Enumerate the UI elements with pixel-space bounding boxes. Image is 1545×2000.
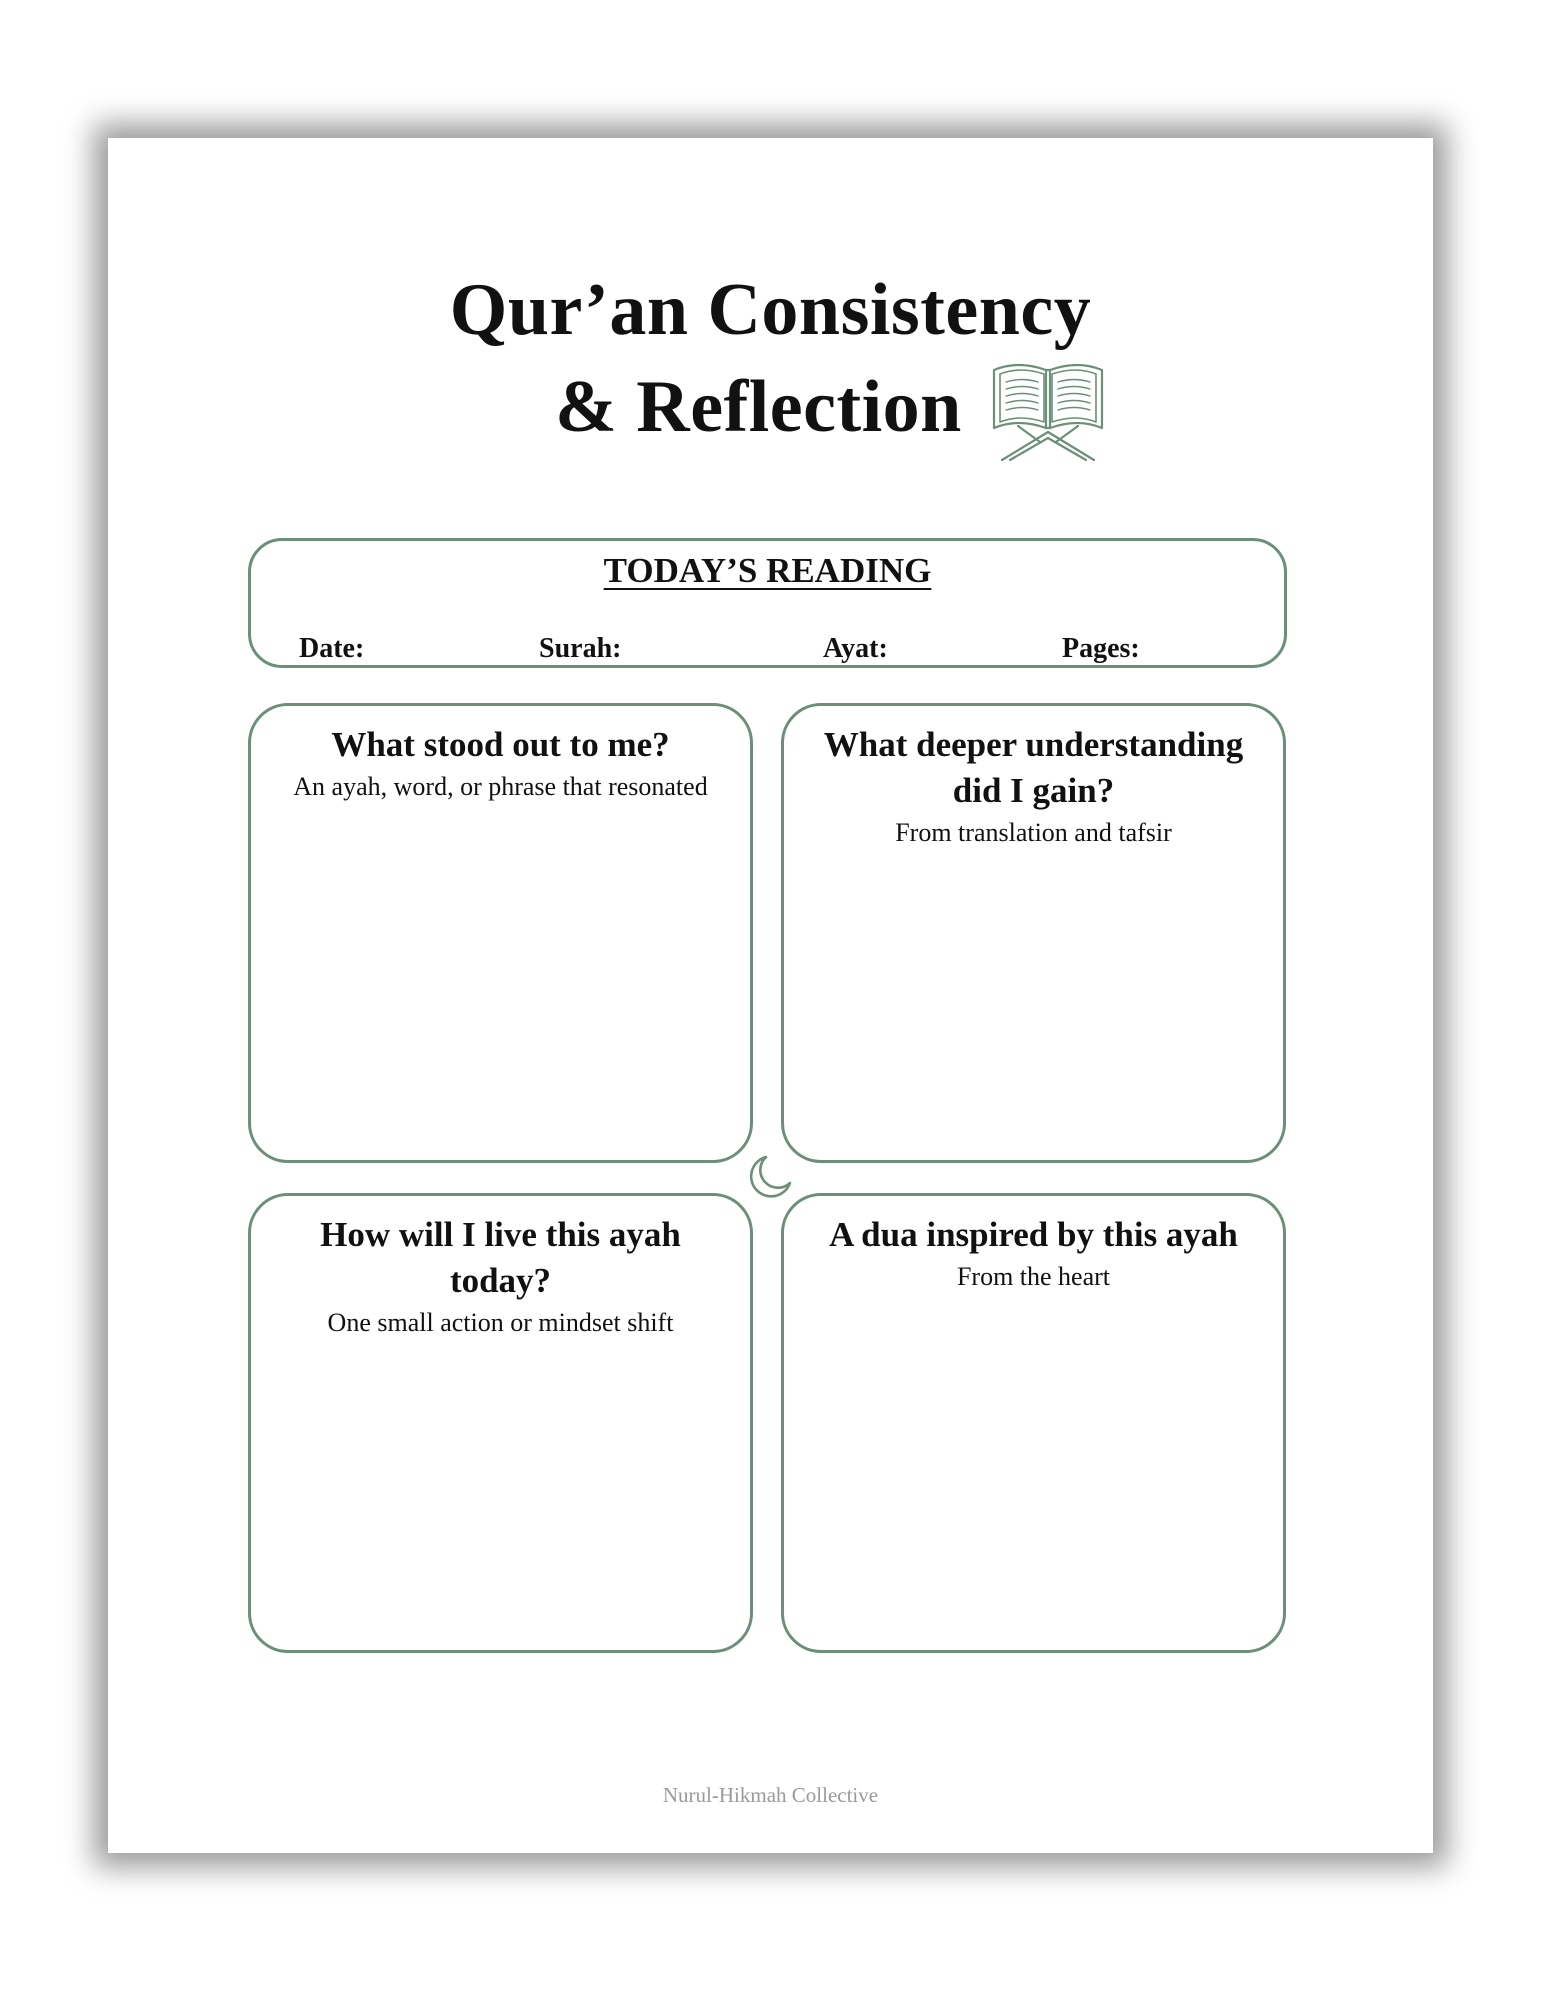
prompt-card-deeper-understanding[interactable] [781, 703, 1286, 1163]
prompt-card-what-stood-out[interactable] [248, 703, 753, 1163]
prompt-card-subtitle: From translation and tafsir [895, 818, 1172, 847]
todays-reading-box [248, 538, 1287, 668]
prompt-card-title: How will I live this ayah today? [320, 1215, 681, 1300]
footer-brand: Nurul-Hikmah Collective [662, 1783, 879, 1807]
todays-reading-heading: TODAY’S READING [603, 551, 932, 590]
prompt-card-title: A dua inspired by this ayah [829, 1215, 1238, 1254]
prompt-card-title: What stood out to me? [331, 725, 670, 764]
pages-label: Pages: [1062, 633, 1140, 664]
prompt-card-subtitle: An ayah, word, or phrase that resonated [293, 772, 708, 801]
prompt-card-title: What deeper understanding did I gain? [823, 725, 1244, 810]
worksheet-page [108, 138, 1433, 1853]
prompt-card-subtitle: One small action or mindset shift [327, 1308, 674, 1337]
prompt-card-dua[interactable] [781, 1193, 1286, 1653]
open-quran-on-stand-icon [988, 356, 1108, 464]
ayat-label: Ayat: [823, 633, 888, 664]
page-title-line-2: & Reflection [555, 366, 962, 448]
surah-label: Surah: [539, 633, 622, 664]
date-label: Date: [299, 633, 365, 664]
page-title-line-1: Qur’an Consistency [449, 269, 1092, 351]
prompt-card-subtitle: From the heart [956, 1262, 1111, 1291]
prompt-card-live-this-ayah[interactable] [248, 1193, 753, 1653]
crescent-moon-icon [746, 1153, 794, 1201]
